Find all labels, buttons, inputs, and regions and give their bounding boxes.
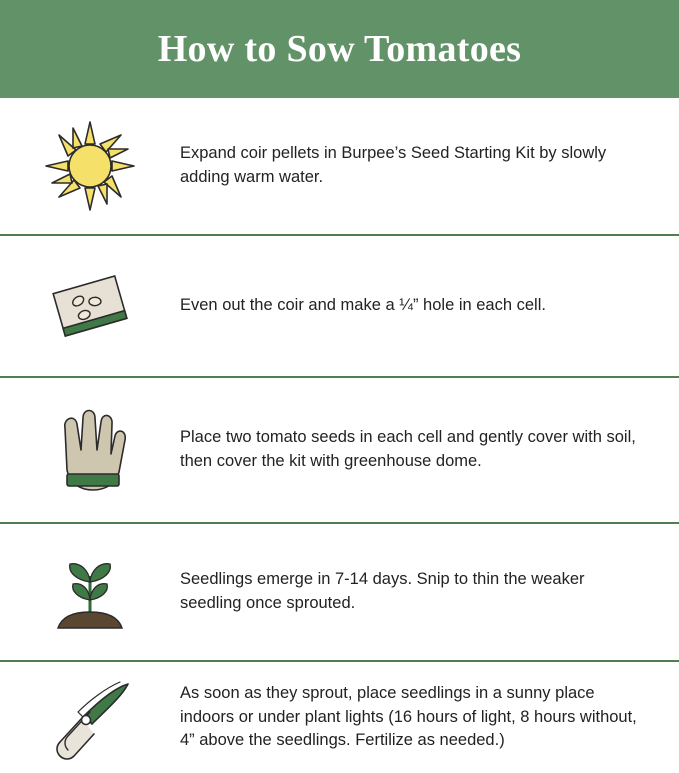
seedling-sprout-icon	[0, 542, 180, 642]
header-banner	[0, 0, 679, 98]
gardening-glove-icon	[0, 398, 180, 502]
sun-icon	[0, 118, 180, 214]
seed-tray-icon	[0, 258, 180, 354]
list-item	[0, 236, 679, 378]
step-description: Seedlings emerge in 7-14 days. Snip to thin the weaker seedling once sprouted.	[180, 570, 585, 612]
list-item	[0, 524, 679, 662]
step-description: Place two tomato seeds in each cell and gently cover with soil, then cover the kit with greenhouse dome.	[180, 428, 636, 470]
list-item	[0, 378, 679, 524]
list-item	[0, 662, 679, 773]
pruning-shears-icon	[0, 672, 180, 764]
steps-list	[0, 98, 679, 773]
step-description: Even out the coir and make a ¼” hole in each cell.	[180, 296, 546, 315]
list-item	[0, 98, 679, 236]
step-description: Expand coir pellets in Burpee’s Seed Starting Kit by slowly adding warm water.	[180, 144, 607, 186]
page-title: How to Sow Tomatoes	[157, 28, 522, 70]
step-description: As soon as they sprout, place seedlings in a sunny place indoors or under plant lights (16 hours of light, 8 hours without, 4” above the seedlings. Fertilize as needed.)	[180, 683, 637, 750]
